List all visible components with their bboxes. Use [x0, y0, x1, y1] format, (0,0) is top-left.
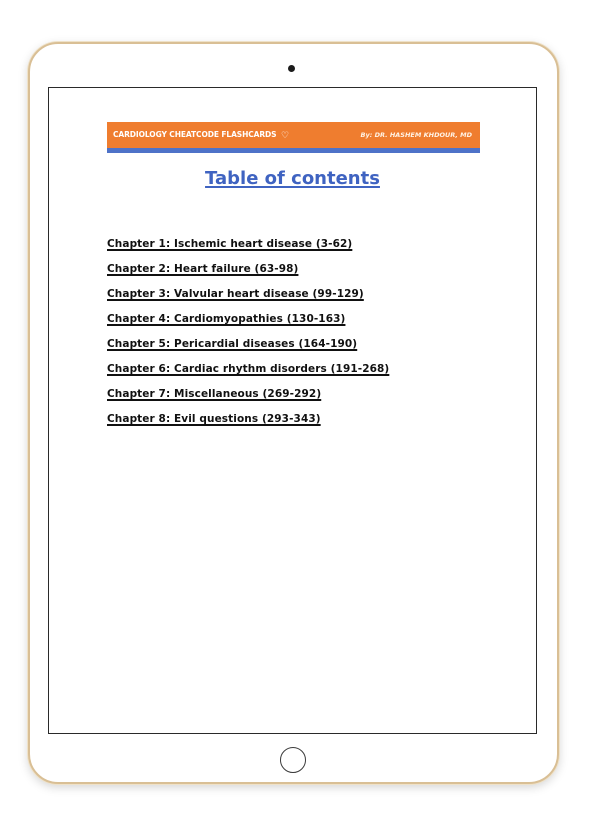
chapter-link-5[interactable]: Chapter 5: Pericardial diseases (164-190) [107, 338, 358, 350]
chapter-link-1[interactable]: Chapter 1: Ischemic heart disease (3-62) [107, 238, 353, 250]
chapter-link-8[interactable]: Chapter 8: Evil questions (293-343) [107, 413, 321, 425]
banner-title-group [113, 130, 289, 141]
chapter-list [107, 238, 389, 438]
front-camera [288, 65, 295, 72]
banner-author: By: DR. HASHEM KHDOUR, MD [360, 131, 472, 139]
chapter-link-7[interactable]: Chapter 7: Miscellaneous (269-292) [107, 388, 322, 400]
heart-icon: ♡ [281, 131, 289, 141]
chapter-link-3[interactable]: Chapter 3: Valvular heart disease (99-129) [107, 288, 364, 300]
chapter-link-2[interactable]: Chapter 2: Heart failure (63-98) [107, 263, 299, 275]
banner-title: CARDIOLOGY CHEATCODE FLASHCARDS [113, 130, 277, 139]
screen [48, 87, 537, 734]
page-title: Table of contents [205, 168, 380, 189]
chapter-link-6[interactable]: Chapter 6: Cardiac rhythm disorders (191-268) [107, 363, 390, 375]
home-button[interactable] [280, 747, 306, 773]
header-banner [107, 122, 480, 153]
chapter-link-4[interactable]: Chapter 4: Cardiomyopathies (130-163) [107, 313, 346, 325]
